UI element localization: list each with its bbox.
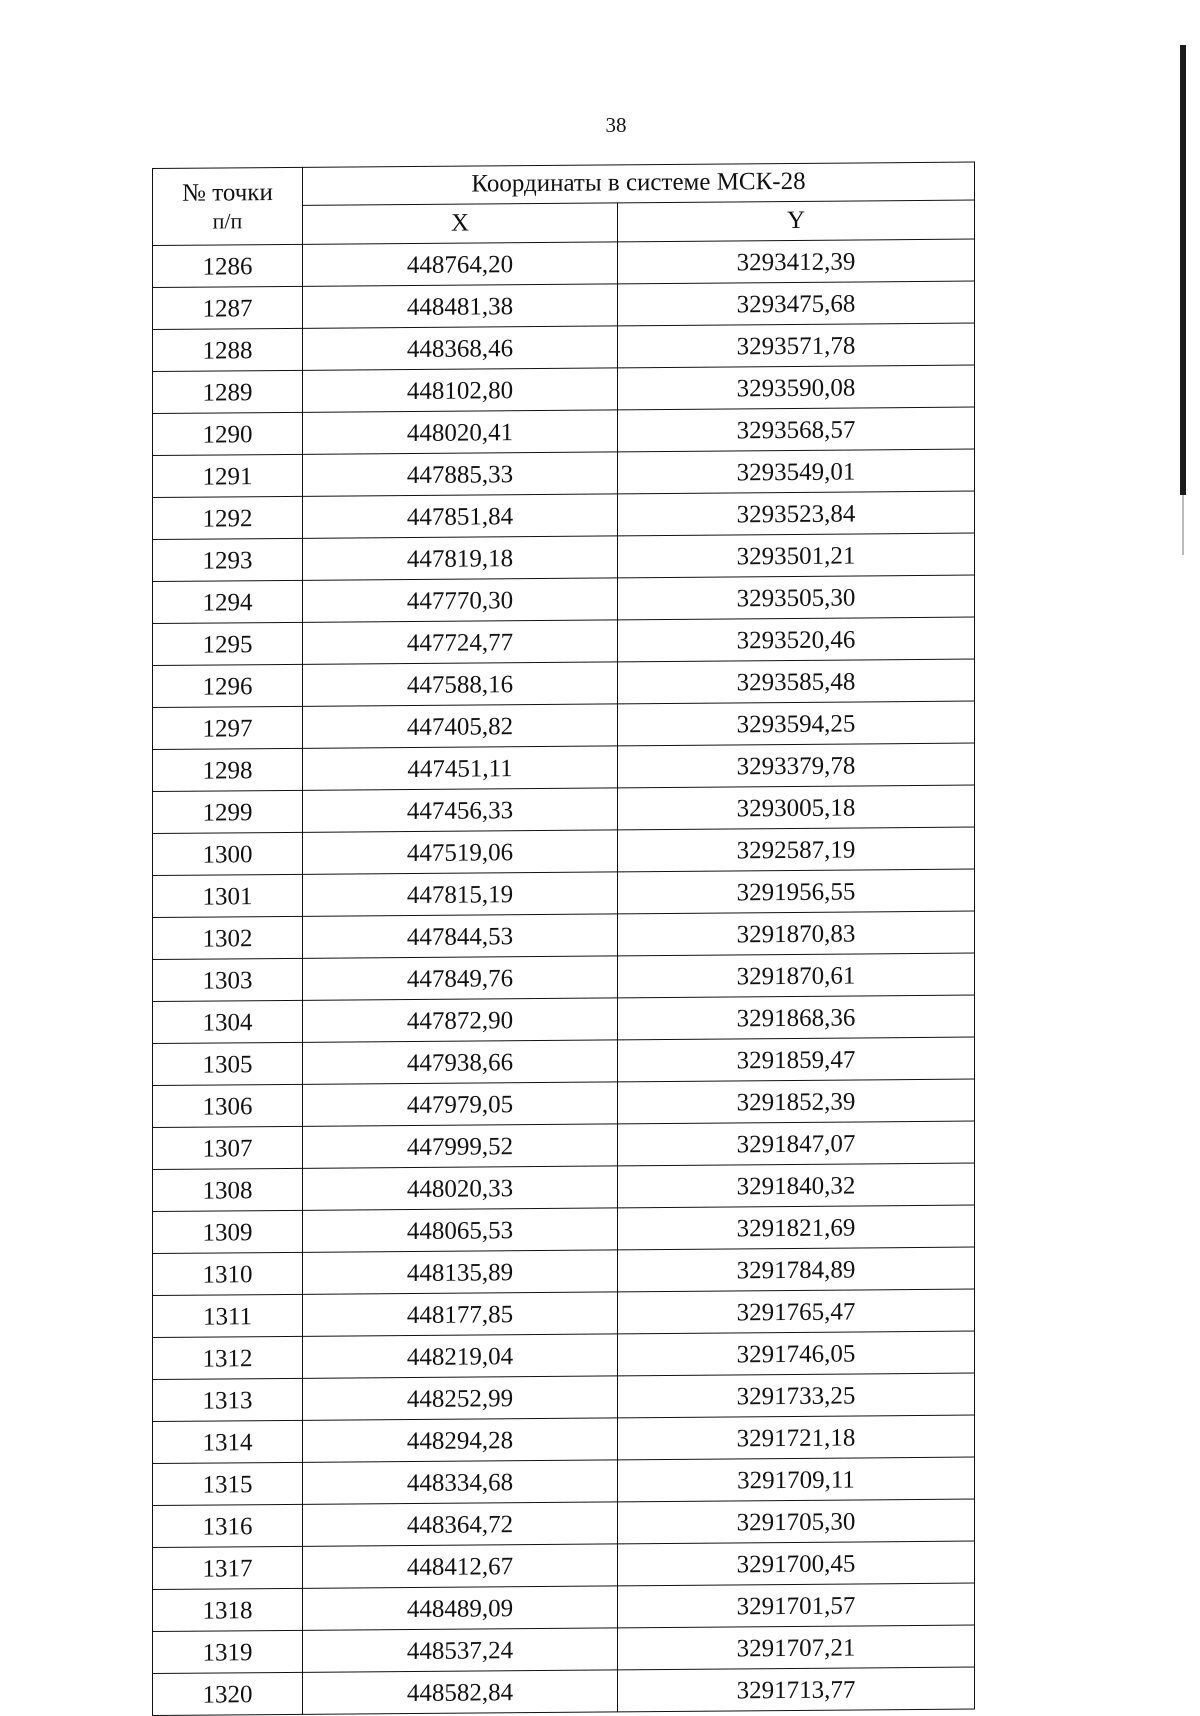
y-coordinate-cell: 3293379,78	[618, 743, 975, 788]
y-coordinate-cell: 3293475,68	[618, 281, 975, 326]
table-row	[153, 239, 975, 287]
x-column-header: X	[303, 203, 618, 244]
point-number-cell: 1293	[153, 538, 303, 581]
x-coordinate-cell: 448219,04	[303, 1334, 618, 1378]
point-number-cell: 1303	[153, 958, 303, 1001]
point-number-cell: 1288	[153, 328, 303, 371]
y-coordinate-cell: 3293523,84	[618, 491, 975, 536]
y-coordinate-cell: 3291840,32	[618, 1163, 975, 1208]
table-body	[153, 239, 975, 1715]
table-row	[153, 617, 975, 665]
y-coordinate-cell: 3291709,11	[618, 1457, 975, 1502]
point-number-cell: 1314	[153, 1420, 303, 1463]
y-coordinate-cell: 3291746,05	[618, 1331, 975, 1376]
point-number-header-line1: № точки	[182, 179, 273, 207]
y-coordinate-cell: 3291859,47	[618, 1037, 975, 1082]
table-row	[153, 1415, 975, 1463]
y-coordinate-cell: 3293549,01	[618, 449, 975, 494]
table-row	[153, 1205, 975, 1253]
table-row	[153, 953, 975, 1001]
y-coordinate-cell: 3291705,30	[618, 1499, 975, 1544]
table-row	[153, 1079, 975, 1127]
point-number-cell: 1312	[153, 1336, 303, 1379]
point-number-cell: 1298	[153, 748, 303, 791]
x-coordinate-cell: 448102,80	[303, 368, 618, 412]
point-number-cell: 1297	[153, 706, 303, 749]
y-coordinate-cell: 3293505,30	[618, 575, 975, 620]
point-number-cell: 1315	[153, 1462, 303, 1505]
x-coordinate-cell: 448489,09	[303, 1586, 618, 1630]
x-coordinate-cell: 447999,52	[303, 1124, 618, 1168]
y-coordinate-cell: 3293005,18	[618, 785, 975, 830]
y-coordinate-cell: 3291700,45	[618, 1541, 975, 1586]
y-coordinate-cell: 3293412,39	[618, 239, 975, 284]
x-coordinate-cell: 447872,90	[303, 998, 618, 1042]
x-coordinate-cell: 447588,16	[303, 662, 618, 706]
table-row	[153, 323, 975, 371]
y-coordinate-cell: 3291713,77	[618, 1667, 975, 1712]
page-number: 38	[605, 113, 627, 137]
point-number-cell: 1306	[153, 1084, 303, 1127]
table-row	[153, 1247, 975, 1295]
table-row	[153, 1289, 975, 1337]
y-coordinate-cell: 3292587,19	[618, 827, 975, 872]
point-number-cell: 1313	[153, 1378, 303, 1421]
table-row	[153, 575, 975, 623]
y-coordinate-cell: 3291821,69	[618, 1205, 975, 1250]
x-coordinate-cell: 448177,85	[303, 1292, 618, 1336]
x-coordinate-cell: 448020,33	[303, 1166, 618, 1210]
scan-edge-faint-mark	[1182, 495, 1184, 555]
x-coordinate-cell: 447819,18	[303, 536, 618, 580]
table-header-row-top	[153, 162, 975, 206]
point-number-cell: 1317	[153, 1546, 303, 1589]
table-row	[153, 1667, 975, 1715]
table-row	[153, 1331, 975, 1379]
table-row	[153, 1541, 975, 1589]
y-coordinate-cell: 3291733,25	[618, 1373, 975, 1418]
y-column-header: Y	[618, 200, 975, 242]
point-number-cell: 1320	[153, 1672, 303, 1715]
x-coordinate-cell: 448364,72	[303, 1502, 618, 1546]
y-coordinate-cell: 3291847,07	[618, 1121, 975, 1166]
table-row	[153, 869, 975, 917]
coordinates-table	[152, 162, 975, 1716]
point-number-cell: 1296	[153, 664, 303, 707]
x-coordinate-cell: 448065,53	[303, 1208, 618, 1252]
point-number-cell: 1286	[153, 244, 303, 287]
x-coordinate-cell: 447851,84	[303, 494, 618, 538]
point-number-cell: 1289	[153, 370, 303, 413]
table-row	[153, 1373, 975, 1421]
point-number-cell: 1301	[153, 874, 303, 917]
y-coordinate-cell: 3293585,48	[618, 659, 975, 704]
y-coordinate-cell: 3291870,61	[618, 953, 975, 998]
point-number-header-line2: п/п	[212, 208, 243, 234]
y-coordinate-cell: 3293590,08	[618, 365, 975, 410]
point-number-cell: 1305	[153, 1042, 303, 1085]
point-number-cell: 1292	[153, 496, 303, 539]
y-coordinate-cell: 3293594,25	[618, 701, 975, 746]
point-number-cell: 1299	[153, 790, 303, 833]
x-coordinate-cell: 447849,76	[303, 956, 618, 1000]
y-coordinate-cell: 3291852,39	[618, 1079, 975, 1124]
point-number-cell: 1287	[153, 286, 303, 329]
point-number-cell: 1319	[153, 1630, 303, 1673]
x-coordinate-cell: 447405,82	[303, 704, 618, 748]
table-row	[153, 1121, 975, 1169]
x-coordinate-cell: 447456,33	[303, 788, 618, 832]
point-number-header	[153, 167, 303, 245]
table-row	[153, 1625, 975, 1673]
y-coordinate-cell: 3291784,89	[618, 1247, 975, 1292]
x-coordinate-cell: 447451,11	[303, 746, 618, 790]
y-coordinate-cell: 3291721,18	[618, 1415, 975, 1460]
y-coordinate-cell: 3291956,55	[618, 869, 975, 914]
point-number-cell: 1295	[153, 622, 303, 665]
x-coordinate-cell: 448334,68	[303, 1460, 618, 1504]
coordinates-system-header: Координаты в системе МСК-28	[303, 162, 975, 205]
table-row	[153, 701, 975, 749]
x-coordinate-cell: 447844,53	[303, 914, 618, 958]
table-row	[153, 1499, 975, 1547]
table-row	[153, 911, 975, 959]
x-coordinate-cell: 448020,41	[303, 410, 618, 454]
y-coordinate-cell: 3291701,57	[618, 1583, 975, 1628]
point-number-cell: 1316	[153, 1504, 303, 1547]
x-coordinate-cell: 447885,33	[303, 452, 618, 496]
table-row	[153, 659, 975, 707]
point-number-cell: 1294	[153, 580, 303, 623]
point-number-cell: 1309	[153, 1210, 303, 1253]
x-coordinate-cell: 448368,46	[303, 326, 618, 370]
x-coordinate-cell: 448294,28	[303, 1418, 618, 1462]
x-coordinate-cell: 447979,05	[303, 1082, 618, 1126]
y-coordinate-cell: 3293501,21	[618, 533, 975, 578]
x-coordinate-cell: 447724,77	[303, 620, 618, 664]
x-coordinate-cell: 448412,67	[303, 1544, 618, 1588]
x-coordinate-cell: 448582,84	[303, 1670, 618, 1714]
point-number-cell: 1291	[153, 454, 303, 497]
point-number-cell: 1304	[153, 1000, 303, 1043]
table-row	[153, 365, 975, 413]
point-number-cell: 1307	[153, 1126, 303, 1169]
point-number-cell: 1290	[153, 412, 303, 455]
table-row	[153, 281, 975, 329]
point-number-cell: 1311	[153, 1294, 303, 1337]
x-coordinate-cell: 448252,99	[303, 1376, 618, 1420]
table-row	[153, 743, 975, 791]
table-row	[153, 1583, 975, 1631]
point-number-cell: 1300	[153, 832, 303, 875]
table-row	[153, 491, 975, 539]
y-coordinate-cell: 3293520,46	[618, 617, 975, 662]
y-coordinate-cell: 3291868,36	[618, 995, 975, 1040]
x-coordinate-cell: 447938,66	[303, 1040, 618, 1084]
point-number-cell: 1308	[153, 1168, 303, 1211]
table-row	[153, 1037, 975, 1085]
x-coordinate-cell: 447519,06	[303, 830, 618, 874]
point-number-cell: 1302	[153, 916, 303, 959]
x-coordinate-cell: 448764,20	[303, 242, 618, 286]
y-coordinate-cell: 3291765,47	[618, 1289, 975, 1334]
y-coordinate-cell: 3293568,57	[618, 407, 975, 452]
table-row	[153, 827, 975, 875]
y-coordinate-cell: 3291870,83	[618, 911, 975, 956]
x-coordinate-cell: 447815,19	[303, 872, 618, 916]
table-row	[153, 1163, 975, 1211]
x-coordinate-cell: 447770,30	[303, 578, 618, 622]
point-number-cell: 1318	[153, 1588, 303, 1631]
y-coordinate-cell: 3293571,78	[618, 323, 975, 368]
table-row	[153, 533, 975, 581]
table-row	[153, 785, 975, 833]
table-row	[153, 995, 975, 1043]
y-coordinate-cell: 3291707,21	[618, 1625, 975, 1670]
x-coordinate-cell: 448537,24	[303, 1628, 618, 1672]
table-row	[153, 407, 975, 455]
x-coordinate-cell: 448481,38	[303, 284, 618, 328]
point-number-cell: 1310	[153, 1252, 303, 1295]
table-row	[153, 449, 975, 497]
x-coordinate-cell: 448135,89	[303, 1250, 618, 1294]
table-row	[153, 1457, 975, 1505]
